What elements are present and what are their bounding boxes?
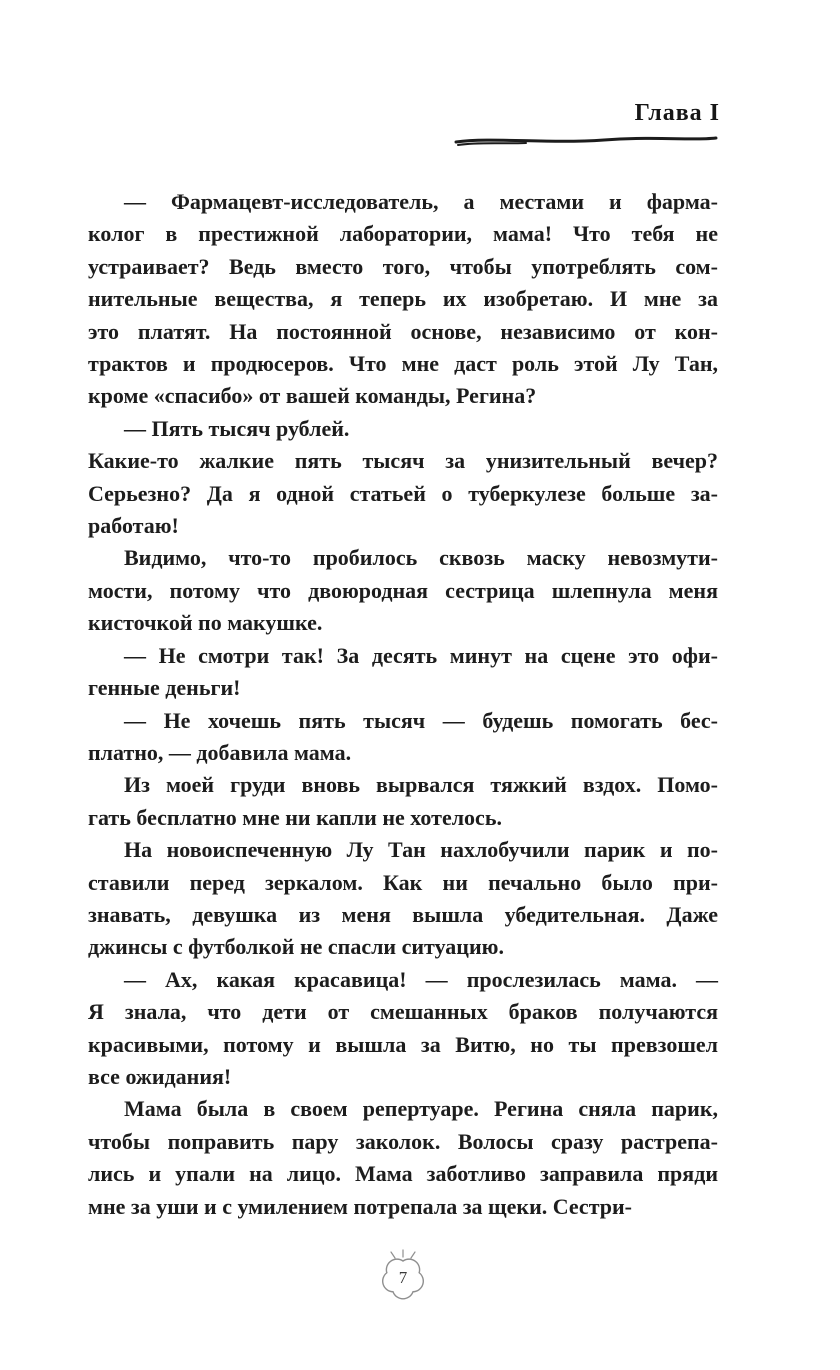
- paragraph: [88, 640, 718, 705]
- text-line: красивыми, потому и вышла за Витю, но ты превзошел: [88, 1031, 718, 1057]
- chapter-title: Глава I: [634, 100, 720, 126]
- paragraph: [88, 413, 718, 445]
- paragraph: [88, 834, 718, 964]
- text-line: — Не хочешь пять тысяч — будешь помогать бес-: [124, 707, 718, 733]
- text-line: кисточкой по макушке.: [88, 610, 323, 636]
- chapter-header: [420, 100, 720, 149]
- chapter-underline-rule: [452, 133, 720, 149]
- text-line: Мама была в своем репертуаре. Регина сняла парик,: [124, 1096, 718, 1122]
- text-line: нительные вещества, я теперь их изобретаю. И мне за: [88, 286, 718, 312]
- text-line: трактов и продюсеров. Что мне даст роль этой Лу Тан,: [88, 351, 718, 377]
- text-line: лись и упали на лицо. Мама заботливо заправила пряди: [88, 1161, 718, 1187]
- text-line: это платят. На постоянной основе, независимо от кон-: [88, 318, 718, 344]
- text-line: Я знала, что дети от смешанных браков получаются: [88, 999, 718, 1025]
- text-line: знавать, девушка из меня вышла убедительная. Даже: [88, 901, 718, 927]
- text-line: ставили перед зеркалом. Как ни печально было при-: [88, 869, 718, 895]
- text-line: Серьезно? Да я одной статьей о туберкулезе больше за-: [88, 480, 718, 506]
- text-line: колог в престижной лаборатории, мама! Что тебя не: [88, 221, 718, 247]
- text-line: джинсы с футболкой не спасли ситуацию.: [88, 934, 504, 960]
- text-line: Видимо, что-то пробилось сквозь маску невозмути-: [124, 545, 718, 571]
- text-line: все ожидания!: [88, 1063, 232, 1089]
- paragraph: [88, 542, 718, 639]
- text-line: — Ах, какая красавица! — прослезилась мама. —: [124, 966, 718, 992]
- paragraph: [88, 769, 718, 834]
- paragraph: [88, 964, 718, 1094]
- text-line: гать бесплатно мне ни капли не хотелось.: [88, 804, 502, 830]
- text-line: устраивает? Ведь вместо того, чтобы употреблять сом-: [88, 253, 718, 279]
- text-line: мости, потому что двоюродная сестрица шлепнула меня: [88, 577, 718, 603]
- page-number: 7: [398, 1268, 408, 1287]
- text-line: чтобы поправить пару заколок. Волосы сразу растрепа-: [88, 1128, 718, 1154]
- page-footer: [88, 1244, 718, 1308]
- text-line: — Не смотри так! За десять минут на сцене это офи-: [124, 642, 718, 668]
- text-line: кроме «спасибо» от вашей команды, Регина?: [88, 383, 537, 409]
- body-text: [88, 186, 718, 1223]
- text-line: генные деньги!: [88, 675, 241, 701]
- text-line: мне за уши и с умилением потрепала за щеки. Сестри-: [88, 1193, 633, 1219]
- paragraph: [88, 445, 718, 542]
- text-line: — Фармацевт-исследователь, а местами и фарма-: [124, 189, 718, 214]
- paragraph: [88, 186, 718, 413]
- flower-ornament: [371, 1244, 435, 1308]
- text-line: Какие-то жалкие пять тысяч за унизительный вечер?: [88, 448, 718, 474]
- text-line: Из моей груди вновь вырвался тяжкий вздох. Помо-: [124, 772, 718, 798]
- text-line: работаю!: [88, 513, 179, 539]
- paragraph: [88, 1093, 718, 1223]
- paragraph: [88, 705, 718, 770]
- text-line: — Пять тысяч рублей.: [124, 415, 350, 441]
- text-line: На новоиспеченную Лу Тан нахлобучили парик и по-: [124, 837, 718, 863]
- text-line: платно, — добавила мама.: [88, 739, 352, 765]
